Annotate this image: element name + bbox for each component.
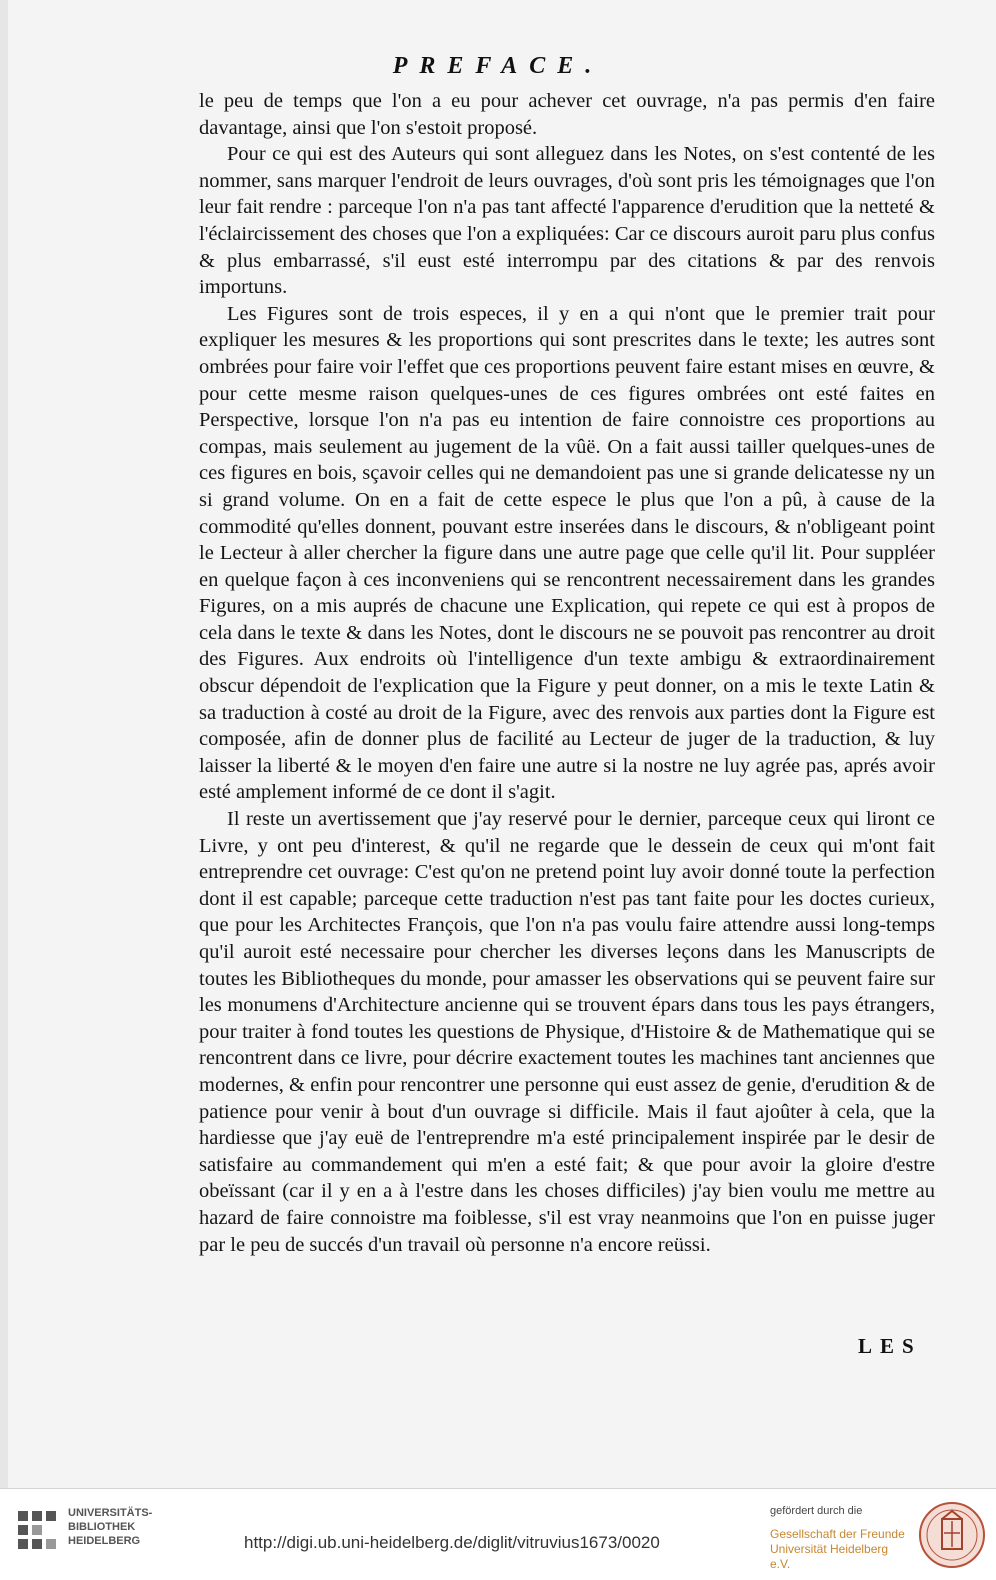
paragraph-3: Les Figures sont de trois especes, il y en a qui n'ont que le premier trait pour expliquer les mesures & les proportions qui sont prescrites dans le texte; les autres sont ombrées pour faire voir l'effet que ces proportions peuvent faire estant mises en œuvre, & pour cette mesme raison quelques-unes de ces figures ombrées ont esté faites en Perspective, lorsque l'on n'a pas eu intention de faire connoistre ces proportions au compas, mais seulement au jugement de la vûë. On a fait aussi tailler quelques-unes de ces figures en bois, sçavoir celles qui ne demandoient pas une si grande delicatesse ny un si grand volume. On en a fait de cette espece le plus que l'on a pû, à cause de la commodité qu'elles donnent, pouvant estre inserées dans le discours, & n'obligeant point le Lecteur à aller chercher la figure dans une autre page que celle qu'il lit. Pour suppléer en quelque façon à ces inconveniens qui se rencontrent necessairement dans les grandes Figures, on a mis auprés de chacune une Explication, qui repete ce qui est à propos de cela dans le texte & dans les Notes, dont le discours ne se pouvoit pas rencontrer au droit des Figures. Aux endroits où l'intelligence d'un texte ambigu & extraordinairement obscur dépendoit de l'explication que la Figure y peut donner, on a mis le texte Latin & sa traduction à costé au droit de la Figure, avec des renvois aux parties dont la Figure est composée, afin de donner plus de facilité au Lecteur de juger de la traduction, & luy laisser la liberté & le moyen d'en faire une autre si la nostre ne luy agrée pas, aprés avoir esté amplement informé de ce dont il s'agit.: [199, 302, 935, 804]
page-edge: [0, 0, 8, 1488]
running-head: PREFACE.: [392, 53, 604, 79]
paragraph-1: le peu de temps que l'on a eu pour achever cet ouvrage, n'a pas permis d'en faire davantage, ainsi que l'on s'estoit proposé.: [199, 90, 935, 139]
library-line-1: UNIVERSITÄTS-: [68, 1507, 153, 1519]
university-seal-icon: [918, 1501, 986, 1569]
sponsor-block: [770, 1505, 910, 1572]
body-text: [199, 88, 935, 1258]
permalink-url[interactable]: http://digi.ub.uni-heidelberg.de/diglit/vitruvius1673/0020: [244, 1533, 660, 1552]
sponsor-label: gefördert durch die: [770, 1505, 863, 1517]
university-library-logo-icon: [14, 1507, 60, 1553]
viewer-footer: [0, 1488, 996, 1580]
library-line-2: BIBLIOTHEK: [68, 1521, 136, 1533]
paragraph-2: Pour ce qui est des Auteurs qui sont alleguez dans les Notes, on s'est contenté de les nommer, sans marquer l'endroit de leurs ouvrages, d'où sont pris les témoignages que l'on leur fait rendre : parceque l'on n'a pas tant affecté l'apparence d'erudition que la netteté & l'éclaircissement des choses que l'on a expliquées: Car ce discours auroit paru plus confus & plus embarrassé, s'il eust esté interrompu par des citations & par des renvois importuns.: [199, 143, 935, 299]
sponsor-org-line-2: Universität Heidelberg e.V.: [770, 1542, 889, 1571]
university-library-name: [68, 1506, 152, 1548]
sponsor-org-line-1: Gesellschaft der Freunde: [770, 1527, 905, 1541]
paragraph-4: Il reste un avertissement que j'ay reservé pour le dernier, parceque ceux qui liront ce Livre, y ont peu d'interest, & qu'il ne regarde que le dessein de ceux qui m'ont fait entreprendre cet ouvrage: C'est qu'on ne pretend point luy avoir donné toute la perfection dont il est capable; parceque cette traduction n'est pas tant faite pour les doctes curieux, que pour les Architectes François, que l'on n'a pas voulu faire attendre aussi long-temps qu'il auroit esté necessaire pour chercher les diverses leçons dans les Manuscripts de toutes les Bibliotheques du monde, pour amasser les observations qui se peuvent faire sur les monumens d'Architecture ancienne qui se trouvent épars dans tous les pays étrangers, pour traiter à fond toutes les questions de Physique, d'Histoire & de Mathematique qui se rencontrent dans ce livre, pour décrire exactement toutes les machines tant anciennes que modernes, & enfin pour rencontrer une personne qui eust assez de genie, d'erudition & de patience pour venir à bout d'un ouvrage si difficile. Mais il faut ajoûter à cela, que la hardiesse que j'ay euë de l'entreprendre m'a esté principalement inspirée par le desir de satisfaire au commandement qui m'en a esté fait; & que pour avoir la gloire d'estre obeïssant (car il y en a à l'estre dans les choses difficiles) j'ay bien voulu me mettre au hazard de faire connoistre ma foiblesse, s'il est vray neanmoins que l'on en puisse juger par le peu de succés d'un travail où personne n'a encore reüssi.: [199, 808, 935, 1256]
catchword: LES: [858, 1334, 922, 1358]
library-line-3: HEIDELBERG: [68, 1535, 141, 1547]
